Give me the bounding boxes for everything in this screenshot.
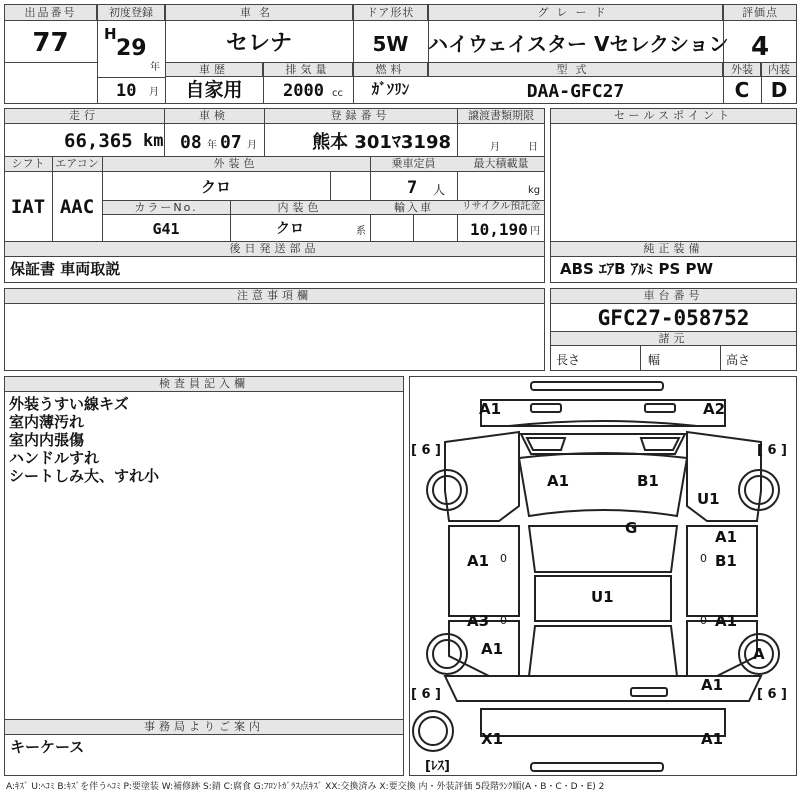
car-name-label: 車名 <box>240 6 278 19</box>
reg-label: 登録番号 <box>330 109 391 122</box>
displacement-unit: cc <box>332 88 343 99</box>
equipment: ABS ｴｱB ｱﾙﾐ PS PW <box>560 260 714 278</box>
color-no: G41 <box>152 220 180 238</box>
tire-rear-right: [ 6 ] <box>757 687 787 702</box>
door-type: 5W <box>372 32 409 56</box>
door-label: ドア形状 <box>366 6 415 19</box>
car-name: セレナ <box>225 31 292 56</box>
rear-bumper-shape <box>481 709 725 736</box>
shift-label: シフト <box>11 157 45 170</box>
front-panel-shape <box>481 400 725 426</box>
ext-color: クロ <box>200 178 231 196</box>
mark-hood-right: B1 <box>637 472 659 490</box>
reg-number: 熊本 301ﾏ3198 <box>312 132 451 153</box>
transfer-day: 日 <box>528 142 538 153</box>
import-label: 輸入車 <box>394 201 433 214</box>
lot-label: 出品番号 <box>24 6 77 19</box>
load-label: 最大積載量 <box>473 157 529 170</box>
zero-mark-left-1: 0 <box>500 552 507 565</box>
exterior-label: 外装 <box>731 63 753 76</box>
first-reg-label: 初度登録 <box>109 6 153 19</box>
inspector-line: シートしみ大、すれ小 <box>9 467 160 485</box>
damage-legend: A:ｷｽﾞ U:ﾍｺﾐ B:ｷｽﾞを伴うﾍｺﾐ P:要塗装 W:補修跡 S:錆 C:腐食 G:ﾌﾛﾝﾄｶﾞﾗｽ点ｷｽﾞ XX:交換済み X:要交換 内・外装評価 5段階ﾗﾝｸ順(A・B・C・D・E) 2 <box>6 782 605 792</box>
mark-right-fender: U1 <box>697 490 720 508</box>
mileage-unit: km <box>143 131 164 151</box>
shift: IAT <box>10 196 46 218</box>
length-label: 長さ <box>556 353 581 367</box>
mileage: 66,365 <box>64 130 133 152</box>
fuel: ｶﾞｿﾘﾝ <box>371 80 410 98</box>
inspector-line: ハンドルすれ <box>9 449 100 467</box>
equip-label: 純正装備 <box>643 242 704 255</box>
hood-shape <box>519 453 687 516</box>
dims-label: 諸元 <box>658 332 689 345</box>
mark-rear-left: X1 <box>481 730 504 748</box>
load-unit: kg <box>528 185 541 196</box>
tire-front-right: [ 6 ] <box>757 443 787 458</box>
exterior-grade: C <box>734 78 750 102</box>
model: DAA-GFC27 <box>526 81 625 102</box>
displacement-label: 排気量 <box>285 63 331 76</box>
interior-grade: D <box>770 78 788 102</box>
mark-left-rear: A3 <box>467 612 490 630</box>
mark-right-quarter: A1 <box>701 676 724 694</box>
score: 4 <box>750 32 770 62</box>
accessories: 保証書 車両取説 <box>10 260 121 278</box>
insp-month-unit: 月 <box>247 140 257 151</box>
int-color: クロ <box>276 221 304 237</box>
transfer-month: 月 <box>490 142 500 153</box>
lot-number: 77 <box>32 28 69 58</box>
mark-roof: U1 <box>591 588 614 606</box>
mark-right-door-1: A1 <box>715 528 738 546</box>
mark-rear-right-tire: A <box>753 645 765 663</box>
tire-front-left: [ 6 ] <box>411 443 441 458</box>
transfer-label: 譲渡書類期限 <box>468 109 534 122</box>
zero-mark-right-1: 0 <box>700 552 707 565</box>
mark-roof-front: G <box>625 519 638 537</box>
sales-label: セールスポイント <box>613 109 733 122</box>
mark-front-left: A1 <box>479 400 502 418</box>
model-label: 型式 <box>556 63 595 76</box>
history: 自家用 <box>185 79 243 101</box>
insp-year: 08 <box>180 132 202 153</box>
month-unit: 月 <box>149 87 159 98</box>
height-label: 高さ <box>726 353 751 367</box>
insp-month: 07 <box>220 132 242 153</box>
inspection-label: 車検 <box>199 109 229 122</box>
era: H <box>104 25 117 43</box>
roof-front-shape <box>529 526 677 572</box>
year-unit: 年 <box>150 62 160 73</box>
office-note: キーケース <box>10 738 85 756</box>
ext-color-label: 外装色 <box>213 157 259 170</box>
mark-hood-left: A1 <box>547 472 570 490</box>
inspector-line: 室内内張傷 <box>9 431 85 449</box>
car-damage-diagram <box>409 376 797 776</box>
displacement: 2000 <box>283 81 324 101</box>
insp-year-unit: 年 <box>207 140 217 151</box>
office-label: 事務局よりご案内 <box>144 720 264 733</box>
mark-right-rear: A1 <box>715 612 738 630</box>
int-color-unit: 系 <box>356 226 366 237</box>
recycle: 10,190 <box>470 220 528 239</box>
first-reg-year: 29 <box>116 36 147 61</box>
mark-left-quarter: A1 <box>481 640 504 658</box>
mileage-label: 走行 <box>69 109 99 122</box>
spare-tire-label: [ﾚｽ] <box>425 759 450 774</box>
recycle-label: リサイクル預託金 <box>461 201 541 212</box>
fuel-label: 燃料 <box>375 63 406 76</box>
tire-rear-left: [ 6 ] <box>411 687 441 702</box>
mark-left-door: A1 <box>467 552 490 570</box>
accessories-label: 後日発送部品 <box>229 242 320 255</box>
inspector-line: 室内薄汚れ <box>9 413 85 431</box>
zero-mark-left-2: 0 <box>500 614 507 627</box>
inspector-line: 外装うすい線キズ <box>9 395 129 413</box>
history-label: 車歴 <box>199 63 229 76</box>
color-no-label: カラーNo. <box>134 201 198 214</box>
zero-mark-right-2: 0 <box>700 614 707 627</box>
capacity-label: 乗車定員 <box>391 157 436 170</box>
inspector-notes <box>9 395 159 485</box>
capacity: 7 <box>407 178 418 198</box>
recycle-unit: 円 <box>530 226 540 237</box>
front-bumper-shape <box>531 382 663 390</box>
caution-label: 注意事項欄 <box>237 289 312 302</box>
grade: ハイウェイスター Vセレクション <box>428 32 729 56</box>
roof-rear-shape <box>529 626 677 676</box>
capacity-unit: 人 <box>433 183 446 197</box>
score-label: 評価点 <box>742 6 778 19</box>
grade-label: グレード <box>537 6 614 19</box>
mark-right-door-2: B1 <box>715 552 737 570</box>
interior-label: 内装 <box>768 63 790 76</box>
ac-label: エアコン <box>55 157 99 170</box>
width-label: 幅 <box>648 353 661 367</box>
chassis-number: GFC27-058752 <box>597 306 750 330</box>
first-reg-month: 10 <box>116 81 137 101</box>
int-color-label: 内装色 <box>277 201 323 214</box>
left-doors-shape <box>449 526 519 616</box>
ac: AAC <box>59 196 95 218</box>
mark-front-right: A2 <box>703 400 726 418</box>
inspector-label: 検査員記入欄 <box>159 377 249 390</box>
chassis-label: 車台番号 <box>643 289 704 302</box>
mark-rear-right: A1 <box>701 730 724 748</box>
